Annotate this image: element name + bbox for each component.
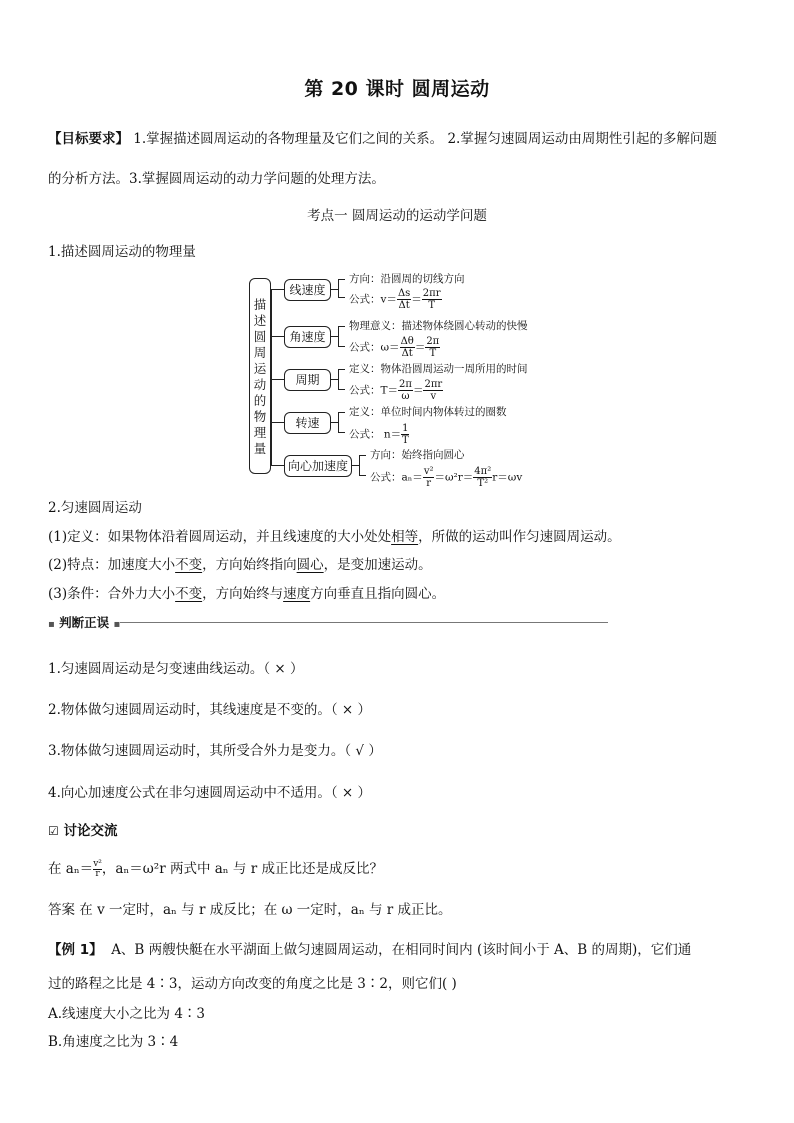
map-leaf-centripetal-direction: 方向：始终指向圆心 [370,449,465,461]
judge-item-2: 2.物体做匀速圆周运动时，其线速度是不变的。（ × ） [48,702,372,718]
judge-item-4: 4.向心加速度公式在非匀速圆周运动中不适用。（ × ） [48,785,372,801]
discuss-question: 在 aₙ＝ $\frac{\text{v²}}{r}$ ，aₙ＝ω²r 两式中 aₙ 与 r 成正比还是成反比？ [48,859,383,879]
map-leaf-angular-velocity-formula: 公式：ω＝ $\frac{\Delta\theta}{\Delta t}$ ＝ $\frac{2\pi}{T}$ [349,336,440,359]
condition-line: (3)条件：合外力大小不变，方向始终与速度方向垂直且指向圆心。 [48,586,446,602]
map-node-rotation-speed: 转速 [284,412,331,434]
feature-line: (2)特点：加速度大小不变，方向始终指向圆心，是变加速运动。 [48,557,432,573]
map-leaf-angular-velocity-meaning: 物理意义：描述物体绕圆心转动的快慢 [349,320,528,332]
objectives-text-1: 1.掌握描述圆周运动的各物理量及它们之间的关系。 2.掌握匀速圆周运动由周期性引起的多解问题 [133,131,717,147]
map-node-angular-velocity: 角速度 [284,326,331,348]
section-1-heading: 1.描述圆周运动的物理量 [48,244,196,260]
concept-map-root-char: 理 [253,425,267,440]
map-node-centripetal-acceleration: 向心加速度 [284,455,352,477]
definition-line: (1)定义：如果物体沿着圆周运动，并且线速度的大小处处相等，所做的运动叫作匀速圆周运动。 [48,529,621,545]
objectives-line-1 [48,130,717,148]
judge-item-1: 1.匀速圆周运动是匀变速曲线运动。（ × ） [48,661,304,677]
example-line-1: 【例 1】 A、B 两艘快艇在水平湖面上做匀速圆周运动，在相同时间内 (该时间小于 A、B 的周期)，它们通 [48,942,692,958]
map-leaf-linear-velocity-direction: 方向：沿圆周的切线方向 [349,273,465,285]
objectives-text-2: 的分析方法。3.掌握圆周运动的动力学问题的处理方法。 [48,171,385,187]
map-node-period: 周期 [284,369,331,391]
map-leaf-rotation-speed-formula: 公式： n＝ $\frac{1}{T}$ [349,423,409,446]
concept-map-root-char: 述 [253,313,267,328]
concept-map-root-char: 物 [253,409,267,424]
example-line-2: 过的路程之比是 4∶3，运动方向改变的角度之比是 3∶2，则它们( ) [48,976,457,992]
judge-heading: ▪ 判断正误 ▪ [48,615,121,630]
objectives-tag: 【目标要求】 [48,131,129,147]
example-option-a: A.线速度大小之比为 4∶3 [48,1006,206,1022]
edit-icon: ☑ [48,824,59,838]
map-leaf-centripetal-formula: 公式：aₙ＝ $\frac{\text{v²}}{r}$ ＝ω²r＝ $\frac{\text{4π²}}{\text{T²}}$ r＝ωv [370,466,523,489]
concept-map-root-char: 动 [253,377,267,392]
discuss-answer: 答案 在 v 一定时，aₙ 与 r 成反比；在 ω 一定时，aₙ 与 r 成正比。 [48,902,452,918]
map-leaf-period-formula: 公式：T＝ $\frac{2\pi}{\omega}$ ＝ $\frac{2\pi r}{v}$ [349,379,443,402]
judge-item-3: 3.物体做匀速圆周运动时，其所受合外力是变力。（ √ ） [48,743,382,759]
page-title: 第 20 课时 圆周运动 [304,78,490,100]
map-node-linear-velocity: 线速度 [284,279,331,301]
section-2-heading: 2.匀速圆周运动 [48,500,142,516]
concept-map-root-char: 圆 [253,329,267,344]
concept-map-root [249,278,271,474]
judge-divider [120,622,608,623]
concept-map-root-char: 的 [253,393,267,408]
concept-map-root-char: 运 [253,361,267,376]
map-leaf-period-definition: 定义：物体沿圆周运动一周所用的时间 [349,363,528,375]
bullet-icon: ▪ [113,619,121,630]
concept-map-root-char: 周 [253,345,267,360]
concept-map-root-char: 量 [253,441,267,456]
map-leaf-rotation-speed-definition: 定义：单位时间内物体转过的圈数 [349,406,507,418]
section-kaodian-title: 考点一 圆周运动的运动学问题 [307,208,487,224]
discuss-heading: ☑ 讨论交流 [48,823,118,839]
example-option-b: B.角速度之比为 3∶4 [48,1034,179,1050]
map-leaf-linear-velocity-formula: 公式：v＝ $\frac{\Delta s}{\Delta t}$ ＝ $\frac{2\pi r}{T}$ [349,288,441,311]
concept-map-root-char: 描 [253,297,267,312]
bullet-icon: ▪ [48,619,55,630]
